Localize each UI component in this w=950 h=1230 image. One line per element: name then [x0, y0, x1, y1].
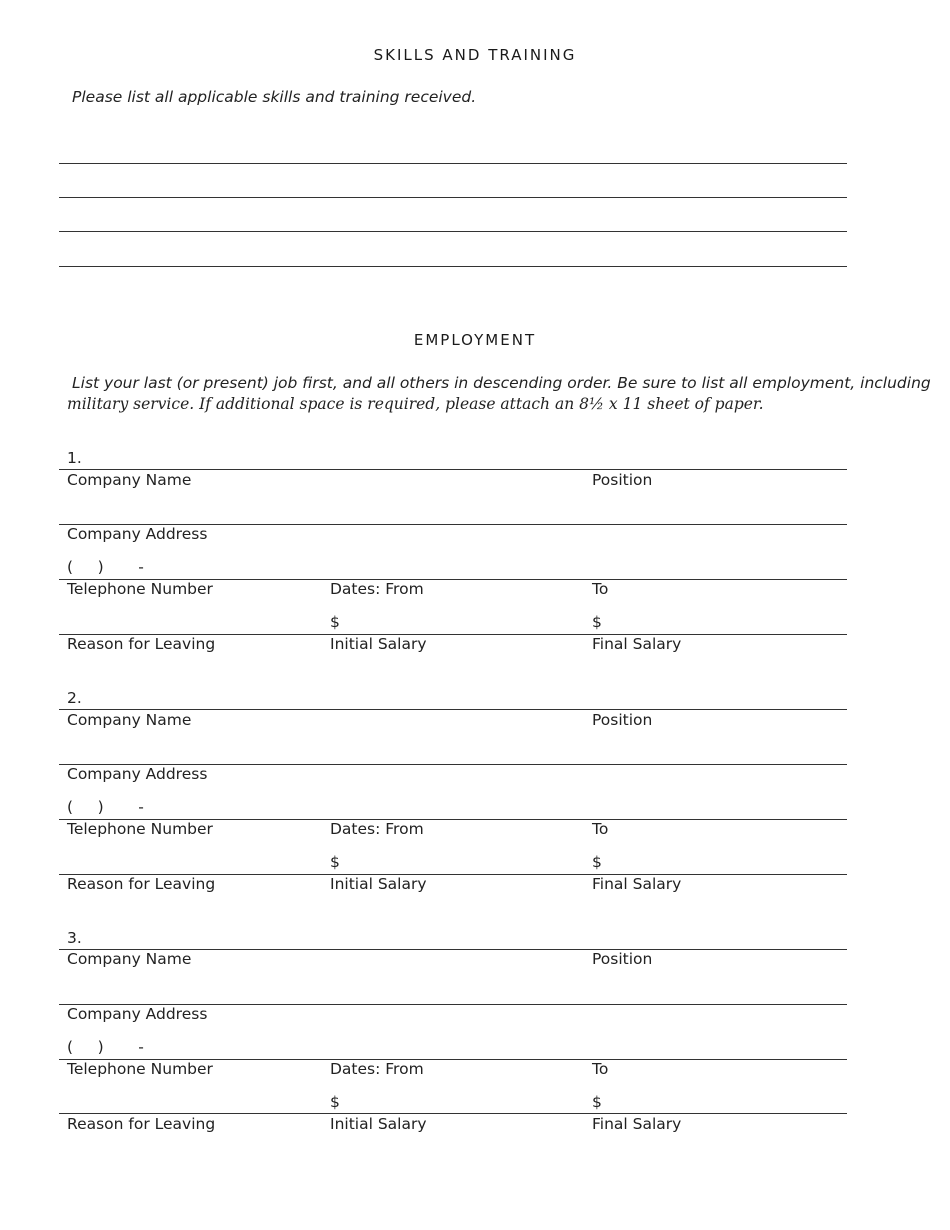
phone-mask: ( ) - [67, 558, 144, 576]
reason-salary-field[interactable] [59, 1113, 847, 1114]
skills-line-2[interactable] [59, 197, 847, 198]
skills-heading: SKILLS AND TRAINING [373, 46, 577, 64]
employment-instruction-line1: List your last (or present) job first, and all others in descending order. Be sure to list all employment, including [72, 374, 931, 392]
skills-line-4[interactable] [59, 266, 847, 267]
company-name-label: Company Name [67, 950, 192, 968]
final-salary-label: Final Salary [592, 875, 682, 893]
reason-for-leaving-label: Reason for Leaving [67, 875, 216, 893]
final-salary-dollar: $ [592, 1093, 602, 1111]
dates-from-label: Dates: From [330, 1060, 424, 1078]
initial-salary-dollar: $ [330, 613, 340, 631]
initial-salary-dollar: $ [330, 1093, 340, 1111]
dates-to-label: To [592, 1060, 609, 1078]
entry-number: 3. [67, 929, 82, 947]
company-address-label: Company Address [67, 1005, 208, 1023]
company-name-field[interactable] [59, 709, 847, 710]
phone-mask: ( ) - [67, 1038, 144, 1056]
reason-for-leaving-label: Reason for Leaving [67, 635, 216, 653]
initial-salary-dollar: $ [330, 853, 340, 871]
dates-from-label: Dates: From [330, 580, 424, 598]
entry-number: 2. [67, 689, 82, 707]
company-address-label: Company Address [67, 525, 208, 543]
skills-line-3[interactable] [59, 231, 847, 232]
employment-instruction-line2: military service. If additional space is required, please attach an 8½ x 11 sheet of paper. [67, 395, 764, 413]
dates-to-label: To [592, 820, 609, 838]
entry-number: 1. [67, 449, 82, 467]
dates-from-label: Dates: From [330, 820, 424, 838]
skills-line-1[interactable] [59, 163, 847, 164]
reason-for-leaving-label: Reason for Leaving [67, 1115, 216, 1133]
position-label: Position [592, 950, 653, 968]
telephone-number-label: Telephone Number [67, 580, 213, 598]
telephone-number-label: Telephone Number [67, 820, 213, 838]
dates-to-label: To [592, 580, 609, 598]
position-label: Position [592, 711, 653, 729]
employment-heading: EMPLOYMENT [413, 331, 537, 349]
telephone-number-label: Telephone Number [67, 1060, 213, 1078]
company-name-label: Company Name [67, 471, 192, 489]
final-salary-dollar: $ [592, 853, 602, 871]
final-salary-label: Final Salary [592, 635, 682, 653]
final-salary-label: Final Salary [592, 1115, 682, 1133]
initial-salary-label: Initial Salary [330, 875, 427, 893]
company-name-label: Company Name [67, 711, 192, 729]
initial-salary-label: Initial Salary [330, 1115, 427, 1133]
initial-salary-label: Initial Salary [330, 635, 427, 653]
company-address-label: Company Address [67, 765, 208, 783]
company-name-field[interactable] [59, 469, 847, 470]
final-salary-dollar: $ [592, 613, 602, 631]
skills-instruction: Please list all applicable skills and training received. [72, 88, 477, 106]
position-label: Position [592, 471, 653, 489]
phone-mask: ( ) - [67, 798, 144, 816]
